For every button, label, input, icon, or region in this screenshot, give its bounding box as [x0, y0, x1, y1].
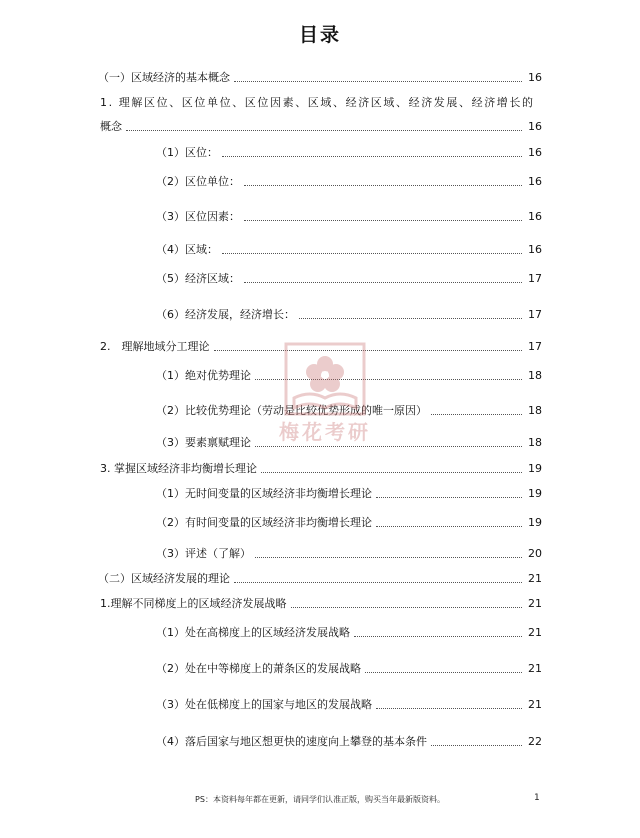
toc-page-number: 19 — [528, 516, 542, 529]
toc-entry-label: （1）处在高梯度上的区域经济发展战略 — [156, 626, 350, 639]
toc-entry-label: （2）处在中等梯度上的萧条区的发展战略 — [156, 662, 361, 675]
dot-leader — [244, 282, 522, 283]
toc-page-number: 21 — [528, 626, 542, 639]
toc-page-number: 18 — [528, 369, 542, 382]
toc-page-number: 19 — [528, 462, 542, 475]
toc-entry[interactable] — [100, 597, 542, 611]
watermark — [270, 340, 380, 465]
toc-page-number: 17 — [528, 272, 542, 285]
toc-page-number: 17 — [528, 308, 542, 321]
toc-page-number: 16 — [528, 210, 542, 223]
dot-leader — [365, 672, 522, 673]
dot-leader — [376, 526, 522, 527]
toc-entry[interactable] — [156, 516, 542, 530]
plum-blossom-book-logo-icon — [270, 340, 380, 420]
dot-leader — [244, 185, 522, 186]
dot-leader — [234, 582, 522, 583]
toc-entry-label: （4）区域： — [156, 243, 218, 256]
toc-entry-label: 3. 掌握区域经济非均衡增长理论 — [100, 462, 257, 475]
dot-leader — [376, 708, 522, 709]
toc-entry-label: （2）比较优势理论（劳动是比较优势形成的唯一原因） — [156, 404, 427, 417]
toc-page-number: 16 — [528, 243, 542, 256]
toc-entry-label: （5）经济区域： — [156, 272, 240, 285]
toc-page-number: 19 — [528, 487, 542, 500]
toc-entry[interactable] — [156, 146, 542, 160]
dot-leader — [234, 81, 522, 82]
toc-entry[interactable] — [156, 243, 542, 257]
toc-entry-label: （2）区位单位： — [156, 175, 240, 188]
toc-entry-label: （6）经济发展，经济增长： — [156, 308, 295, 321]
toc-entry[interactable] — [156, 210, 542, 224]
toc-entry[interactable] — [98, 572, 542, 586]
toc-entry-label: （4）落后国家与地区想更快的速度向上攀登的基本条件 — [156, 735, 427, 748]
page-title: 目录 — [298, 24, 341, 46]
toc-entry[interactable] — [156, 175, 542, 189]
toc-entry[interactable] — [156, 272, 542, 286]
toc-page-number: 21 — [528, 572, 542, 585]
toc-entry-label: （1）区位： — [156, 146, 218, 159]
dot-leader — [376, 497, 522, 498]
watermark-text: 梅花考研 — [279, 420, 371, 444]
dot-leader — [222, 156, 522, 157]
toc-page-number: 20 — [528, 547, 542, 560]
toc-entry-label: （3）区位因素： — [156, 210, 240, 223]
dot-leader — [255, 557, 522, 558]
toc-entry[interactable] — [156, 487, 542, 501]
toc-entry-label: （3）评述（了解） — [156, 547, 251, 560]
toc-entry[interactable] — [156, 662, 542, 676]
toc-entry[interactable] — [156, 735, 542, 749]
toc-entry[interactable] — [156, 308, 542, 322]
dot-leader — [291, 607, 523, 608]
toc-page-number: 22 — [528, 735, 542, 748]
toc-entry-label-line1: 1. 理解区位、区位单位、区位因素、区域、经济区域、经济发展、经济增长的 — [100, 96, 535, 109]
dot-leader — [261, 472, 522, 473]
footer-note: PS：本资料每年都在更新，请同学们认准正版，购买当年最新版资料。 — [195, 795, 445, 804]
toc-entry-label: （一）区域经济的基本概念 — [98, 71, 230, 84]
toc-page-number: 16 — [528, 175, 542, 188]
toc-page-number: 18 — [528, 436, 542, 449]
toc-page-number: 18 — [528, 404, 542, 417]
toc-entry-label: （2）有时间变量的区域经济非均衡增长理论 — [156, 516, 372, 529]
toc-entry-label: 1.理解不同梯度上的区域经济发展战略 — [100, 597, 287, 610]
dot-leader — [431, 414, 522, 415]
toc-page-number: 21 — [528, 698, 542, 711]
toc-entry-label: （二）区域经济发展的理论 — [98, 572, 230, 585]
toc-entry[interactable] — [156, 547, 542, 561]
page-number: 1 — [534, 793, 540, 803]
toc-page-number: 21 — [528, 597, 542, 610]
toc-entry[interactable] — [100, 96, 542, 134]
toc-page-number: 16 — [528, 71, 542, 84]
toc-page-number: 16 — [528, 146, 542, 159]
dot-leader — [299, 318, 522, 319]
dot-leader — [222, 253, 522, 254]
toc-entry-label: （1）无时间变量的区域经济非均衡增长理论 — [156, 487, 372, 500]
toc-page-number: 16 — [528, 120, 542, 133]
toc-entry-label: 2. 理解地域分工理论 — [100, 340, 210, 353]
toc-entry-label: 概念 — [100, 120, 122, 133]
toc-entry[interactable] — [156, 626, 542, 640]
toc-entry[interactable] — [156, 698, 542, 712]
toc-page-number: 17 — [528, 340, 542, 353]
dot-leader — [126, 130, 522, 131]
dot-leader — [354, 636, 522, 637]
toc-entry-label: （3）处在低梯度上的国家与地区的发展战略 — [156, 698, 372, 711]
dot-leader — [431, 745, 522, 746]
toc-entry[interactable] — [98, 71, 542, 85]
toc-entry-label: （3）要素禀赋理论 — [156, 436, 251, 449]
dot-leader — [244, 220, 522, 221]
toc-page-number: 21 — [528, 662, 542, 675]
toc-entry-label: （1）绝对优势理论 — [156, 369, 251, 382]
